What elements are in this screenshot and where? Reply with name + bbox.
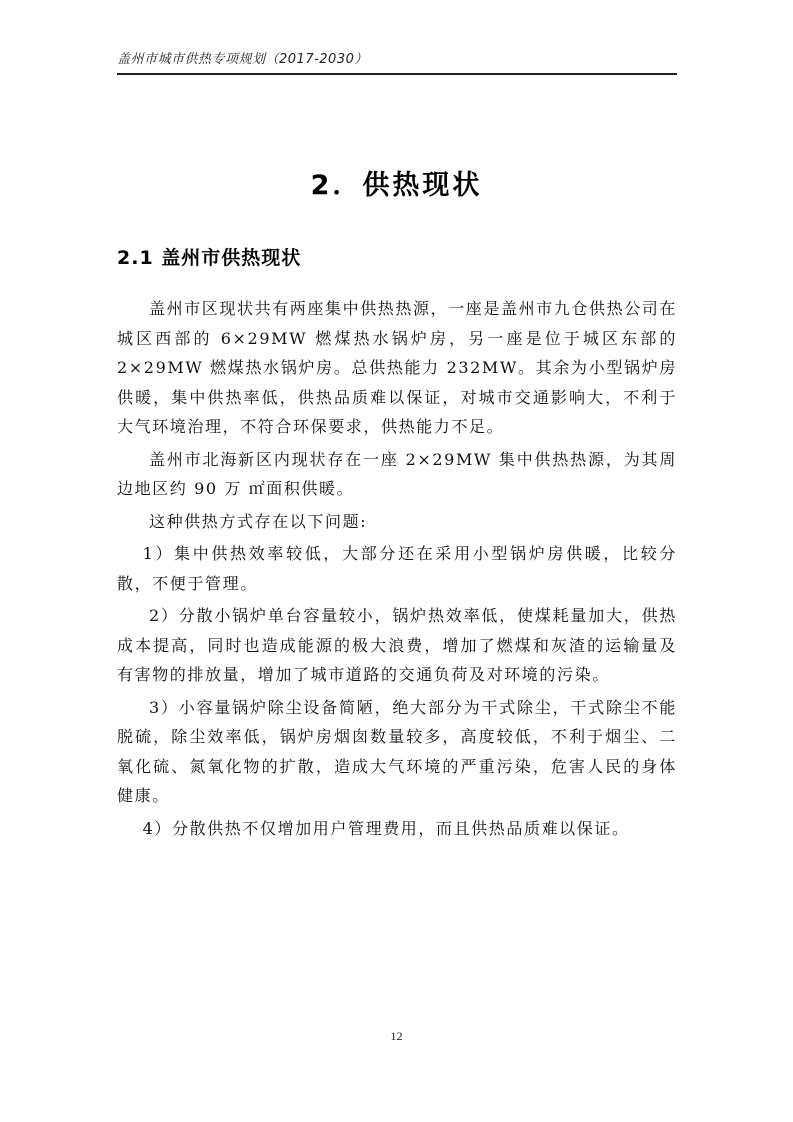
section-title: 2.1 盖州市供热现状 — [117, 247, 302, 269]
list-item-3: 3）小容量锅炉除尘设备简陋，绝大部分为干式除尘，干式除尘不能脱硫，除尘效率低，锅炉房烟囱数量较多，高度较低，不利于烟尘、二氧化硫、氮氧化物的扩散，造成大气环境的严重污染，危害人民的身体健康。 — [117, 697, 677, 805]
list-item-4: 4）分散供热不仅增加用户管理费用，而且供热品质难以保证。 — [142, 818, 630, 838]
list-item-1: 1）集中供热效率较低，大部分还在采用小型锅炉房供暖，比较分散，不便于管理。 — [117, 544, 677, 593]
running-header: 盖州市城市供热专项规划（2017-2030） — [117, 52, 368, 67]
paragraph-heat-sources: 盖州市区现状共有两座集中供热热源，一座是盖州市九仓供热公司在城区西部的 6×29MW 燃煤热水锅炉房，另一座是位于城区东部的 2×29MW 燃煤热水锅炉房。总供热能力 232MW。其余为小型锅炉房供暖，集中供热率低，供热品质难以保证，对城市交通影响大，不利于大气环境治理，不符合环保要求，供热能力不足。 — [117, 299, 678, 436]
chapter-title: 2．供热现状 — [310, 170, 483, 201]
page-number: 12 — [390, 1029, 403, 1043]
paragraph-beihai-district: 盖州市北海新区内现状存在一座 2×29MW 集中供热热源，为其周边地区约 90 万 ㎡面积供暖。 — [117, 449, 677, 498]
body-text — [117, 294, 677, 846]
paragraph-problems-intro: 这种供热方式存在以下问题: — [149, 511, 368, 531]
header-divider — [117, 73, 677, 75]
list-item-2: 2）分散小锅炉单台容量较小，锅炉热效率低，使煤耗量加大，供热成本提高，同时也造成能源的极大浪费，增加了燃煤和灰渣的运输量及有害物的排放量，增加了城市道路的交通负荷及对环境的污染。 — [117, 606, 677, 684]
